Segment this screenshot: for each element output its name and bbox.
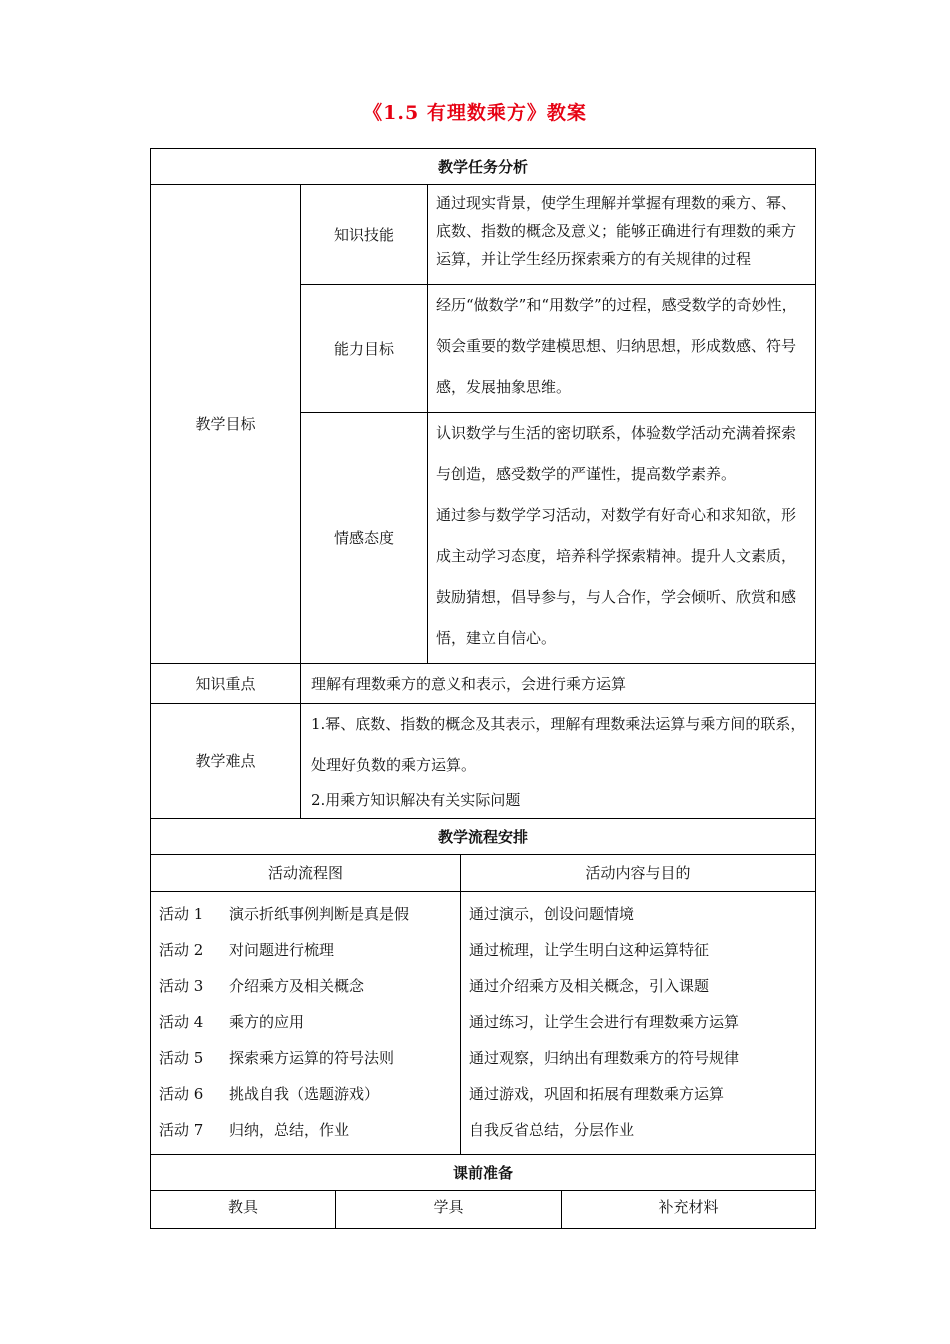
activity-number: 活动 2 [159, 941, 204, 959]
activity-row [159, 1076, 452, 1112]
flow-col-left-header: 活动流程图 [151, 855, 461, 892]
activity-purpose: 通过介绍乘方及相关概念，引入课题 [469, 977, 710, 995]
activity-name: 对问题进行梳理 [229, 941, 335, 959]
activity-row [159, 1004, 452, 1040]
activity-purpose: 通过练习，让学生会进行有理数乘方运算 [469, 1013, 740, 1031]
activity-name: 介绍乘方及相关概念 [229, 977, 365, 995]
prep-col-learning-tools: 学具 [336, 1191, 562, 1229]
key-point-text: 理解有理数乘方的意义和表示，会进行乘方运算 [301, 664, 816, 704]
goal-label: 教学目标 [151, 185, 301, 664]
goal-attitude-text [428, 413, 816, 664]
activity-purpose: 通过梳理，让学生明白这种运算特征 [469, 941, 710, 959]
activity-number: 活动 3 [159, 977, 204, 995]
task-analysis-table [150, 148, 816, 819]
activity-row [159, 968, 452, 1004]
goal-attitude-line-2: 通过参与数学学习活动，对数学有好奇心和求知欲，形成主动学习态度，培养科学探索精神。提升人文素质，鼓励猜想，倡导参与，与人合作，学会倾听、欣赏和感悟，建立自信心。 [436, 506, 797, 647]
lesson-plan-table [150, 148, 815, 1229]
prep-col-teaching-aids: 教具 [151, 1191, 336, 1229]
activity-name: 乘方的应用 [229, 1013, 305, 1031]
goal-ability-text [428, 285, 816, 413]
activity-row [159, 1040, 452, 1076]
flow-table [150, 818, 816, 1155]
activity-list [151, 892, 461, 1155]
section-header-preparation: 课前准备 [151, 1155, 816, 1191]
goal-attitude-label: 情感态度 [301, 413, 428, 664]
activity-name: 归纳，总结，作业 [229, 1121, 350, 1139]
goal-knowledge-label: 知识技能 [301, 185, 428, 285]
goal-ability-line: 经历“做数学”和“用数学”的过程，感受数学的奇妙性，领会重要的数学建模思想、归纳思想，形成数感、符号感，发展抽象思维。 [436, 296, 797, 396]
activity-name: 挑战自我（选题游戏） [229, 1085, 380, 1103]
activity-number: 活动 1 [159, 905, 204, 923]
activity-name: 探索乘方运算的符号法则 [229, 1049, 395, 1067]
section-header-task-analysis: 教学任务分析 [151, 149, 816, 185]
activity-number: 活动 6 [159, 1085, 204, 1103]
activity-number: 活动 4 [159, 1013, 204, 1031]
activity-purpose-list [461, 892, 816, 1155]
activity-number: 活动 5 [159, 1049, 204, 1067]
activity-row [159, 932, 452, 968]
prep-col-supplementary: 补充材料 [562, 1191, 816, 1229]
activity-purpose: 通过观察，归纳出有理数乘方的符号规律 [469, 1049, 740, 1067]
document-title: 《1.5 有理数乘方》教案 [363, 102, 587, 124]
difficulty-line-2: 2.用乘方知识解决有关实际问题 [311, 791, 521, 809]
section-header-flow: 教学流程安排 [151, 819, 816, 855]
difficulty-line-1: 1.幂、底数、指数的概念及其表示，理解有理数乘法运算与乘方间的联系，处理好负数的乘方运算。 [311, 715, 806, 774]
flow-col-right-header: 活动内容与目的 [461, 855, 816, 892]
goal-ability-label: 能力目标 [301, 285, 428, 413]
goal-attitude-line-1: 认识数学与生活的密切联系，体验数学活动充满着探索与创造，感受数学的严谨性，提高数学素养。 [436, 424, 797, 483]
activity-purpose: 通过演示，创设问题情境 [469, 905, 635, 923]
difficulty-text [301, 704, 816, 819]
activity-row [159, 1112, 452, 1148]
difficulty-label: 教学难点 [151, 704, 301, 819]
key-point-label: 知识重点 [151, 664, 301, 704]
activity-row [159, 896, 452, 932]
activity-number: 活动 7 [159, 1121, 204, 1139]
activity-purpose: 通过游戏，巩固和拓展有理数乘方运算 [469, 1085, 725, 1103]
goal-knowledge-text [428, 185, 816, 285]
goal-knowledge-line: 通过现实背景，使学生理解并掌握有理数的乘方、幂、底数、指数的概念及意义；能够正确进行有理数的乘方运算，并让学生经历探索乘方的有关规律的过程 [436, 194, 797, 268]
activity-name: 演示折纸事例判断是真是假 [229, 905, 410, 923]
preparation-table [150, 1154, 816, 1229]
activity-purpose: 自我反省总结，分层作业 [469, 1121, 635, 1139]
